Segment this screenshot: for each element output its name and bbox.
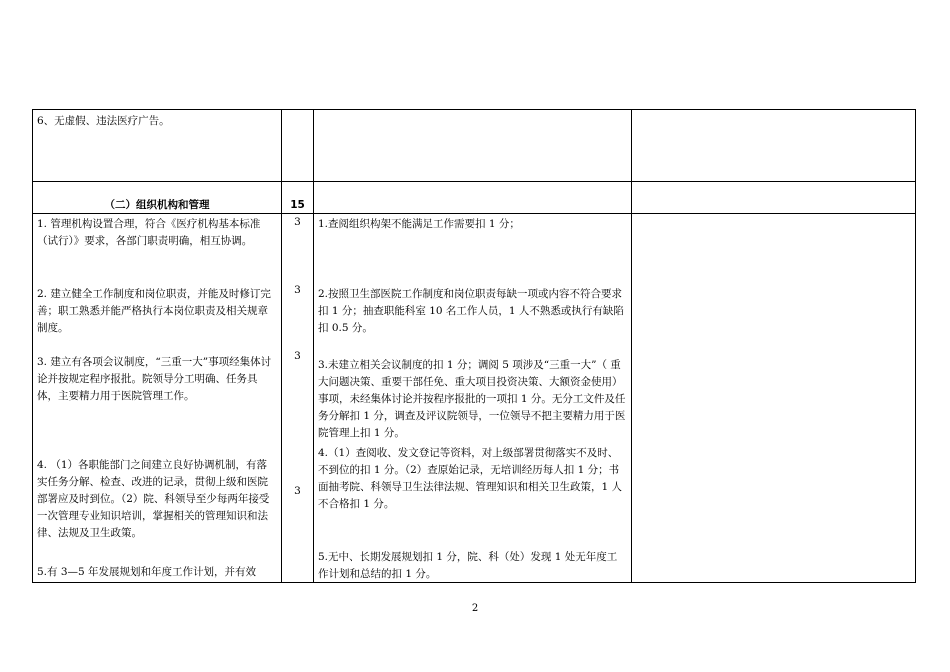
row-divider (32, 181, 916, 182)
score-cell: 3 (294, 216, 301, 228)
method-cell: 4.（1）查阅收、发文登记等资料，对上级部署贯彻落实不及时、不到位的扣 1 分。（2）查原始记录，无培训经历每人扣 1 分；书面抽考院、科领导卫生法律法规、管理知识和相关卫生政策，1 人不合格扣 1 分。 (318, 447, 623, 510)
table-border-top (32, 109, 916, 110)
method-cell: 3.未建立相关会议制度的扣 1 分；调阅 5 项涉及“三重一大”（ 重大问题决策、重要干部任免、重大项目投资决策、大额资金使用）事项，未经集体讨论并按程序报批的一项扣 1 分。无分工文件及任务分解扣 1 分，调查及评议院领导，一位领导不把主要精力用于医院管理上扣 1 分。 (318, 359, 626, 439)
method-cell: 2.按照卫生部医院工作制度和岗位职责每缺一项或内容不符合要求扣 1 分；抽查职能科室 10 名工作人员，1 人不熟悉或执行有缺陷扣 0.5 分。 (318, 288, 624, 334)
section-title: （二）组织机构和管理 (104, 199, 210, 211)
assessment-table (32, 109, 916, 583)
table-border-right (915, 109, 916, 583)
criteria-cell: 1. 管理机构设置合理，符合《医疗机构基本标准（试行）》要求，各部门职责明确，相互协调。 (37, 218, 261, 247)
criteria-cell: 3. 建立有各项会议制度，“三重一大”事项经集体讨论并按规定程序报批。院领导分工明确、任务具体，主要精力用于医院管理工作。 (37, 356, 272, 402)
criteria-cell: 5.有 3—5 年发展规划和年度工作计划，并有效 (37, 566, 257, 578)
criteria-cell: 4. （1）各职能部门之间建立良好协调机制，有落实任务分解、检查、改进的记录，贯彻上级和医院部署应及时到位。（2）院、科领导至少每两年接受一次管理专业知识培训，掌握相关的管理知识和法律、法规及卫生政策。 (37, 459, 270, 539)
criteria-cell: 6、无虚假、违法医疗广告。 (37, 115, 170, 127)
column-divider (281, 109, 282, 583)
method-cell: 5.无中、长期发展规划扣 1 分，院、科（处）发现 1 处无年度工作计划和总结的扣 1 分。 (318, 551, 618, 580)
criteria-cell: 2. 建立健全工作制度和岗位职责，并能及时修订完善；职工熟悉并能严格执行本岗位职责及相关规章制度。 (37, 288, 271, 334)
section-score: 15 (290, 199, 305, 211)
page-number: 2 (471, 603, 479, 614)
score-cell: 3 (294, 284, 301, 296)
column-divider (631, 109, 632, 583)
score-cell: 3 (294, 350, 301, 362)
method-cell: 1.查阅组织构架不能满足工作需要扣 1 分； (318, 218, 520, 230)
score-cell: 3 (294, 485, 301, 497)
